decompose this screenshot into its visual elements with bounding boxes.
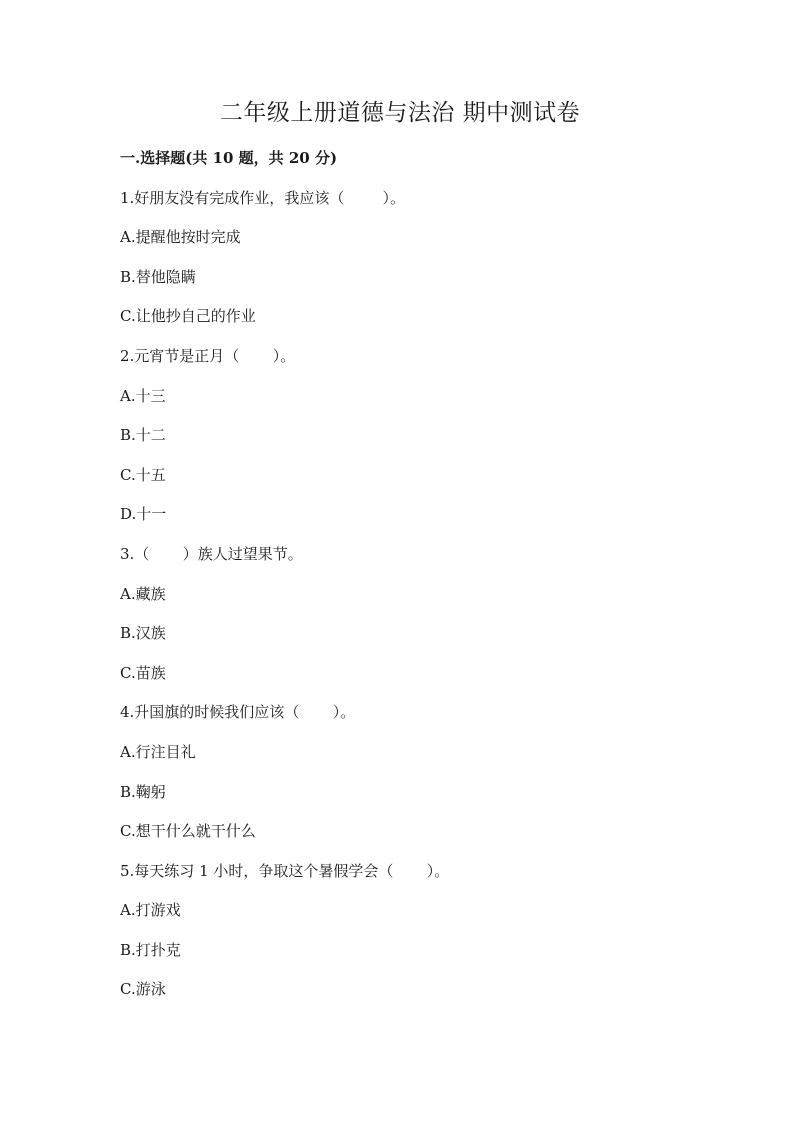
question-1 (120, 187, 720, 328)
option-c: C.十五 (120, 465, 166, 484)
option-a: A.藏族 (120, 584, 166, 603)
option-b: B.鞠躬 (120, 782, 166, 801)
exam-content (120, 147, 720, 1018)
option-a: A.十三 (120, 386, 166, 405)
option-b: B.替他隐瞒 (120, 267, 196, 286)
page-title: 二年级上册道德与法治 期中测试卷 (219, 100, 581, 126)
option-a: A.提醒他按时完成 (120, 228, 241, 247)
option-b: B.打扑克 (120, 940, 181, 959)
option-b: B.汉族 (120, 624, 166, 643)
question-stem: 3.（ ）族人过望果节。 (120, 544, 303, 563)
question-2 (120, 345, 720, 525)
question-stem: 1.好朋友没有完成作业，我应该（ ）。 (120, 188, 405, 207)
question-4 (120, 701, 720, 842)
question-stem: 2.元宵节是正月（ ）。 (120, 346, 296, 365)
question-5 (120, 860, 720, 1001)
option-c: C.让他抄自己的作业 (120, 307, 256, 326)
question-3 (120, 543, 720, 684)
option-c: C.游泳 (120, 980, 166, 999)
option-c: C.苗族 (120, 663, 166, 682)
question-stem: 5.每天练习 1 小时，争取这个暑假学会（ ）。 (120, 861, 450, 880)
option-b: B.十二 (120, 426, 166, 445)
option-a: A.行注目礼 (120, 742, 196, 761)
option-c: C.想干什么就干什么 (120, 822, 256, 841)
section-header: 一.选择题(共 10 题，共 20 分) (120, 149, 338, 167)
option-a: A.打游戏 (120, 901, 181, 920)
question-stem: 4.升国旗的时候我们应该（ ）。 (120, 703, 356, 722)
option-d: D.十一 (120, 505, 167, 524)
